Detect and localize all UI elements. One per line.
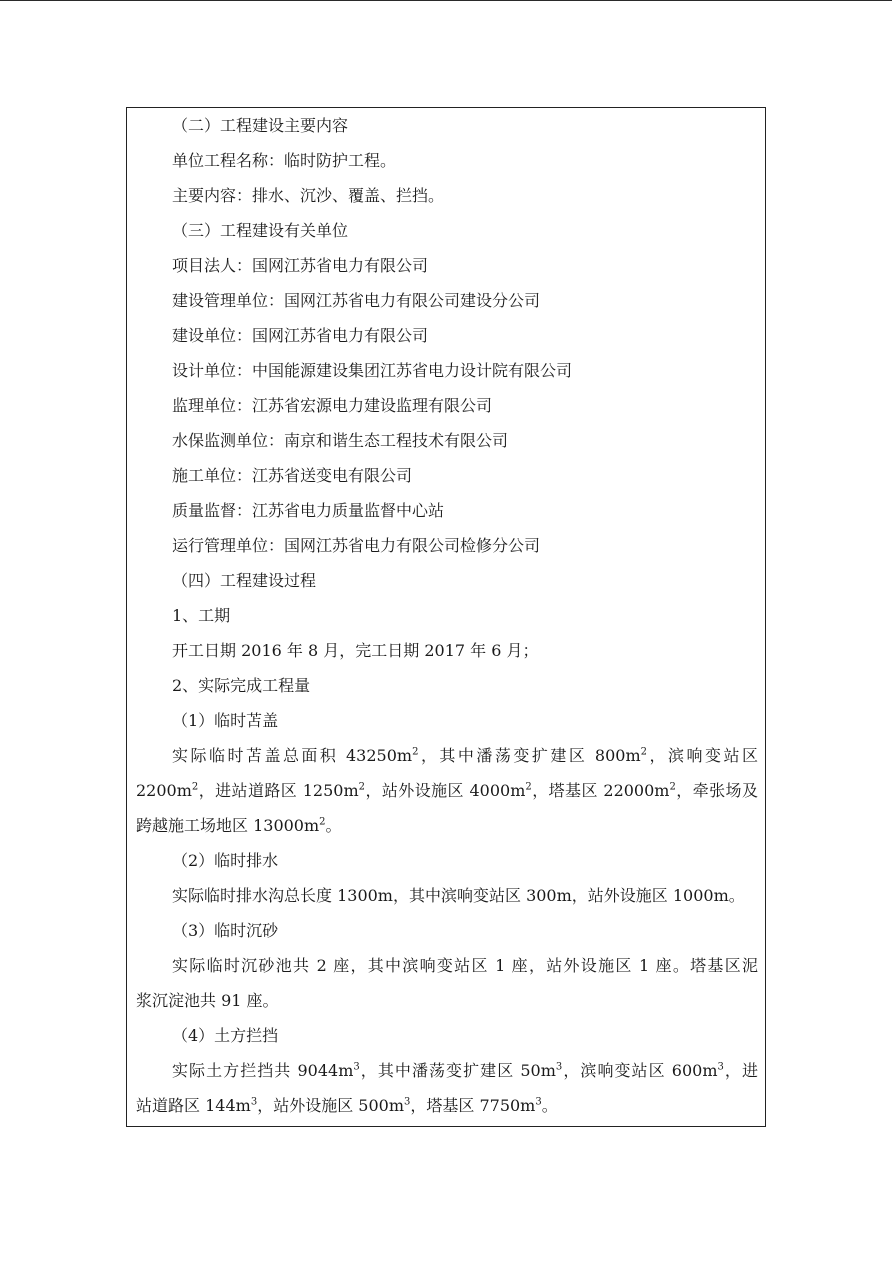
- section-heading-4: （四）工程建设过程: [172, 571, 317, 590]
- construction-management-unit: 建设管理单位：国网江苏省电力有限公司建设分公司: [172, 291, 541, 310]
- item-heading-retaining: （4）土方拦挡: [172, 1026, 279, 1045]
- covering-line-3: 跨越施工场地区 $13000m^2$。: [136, 816, 342, 835]
- covering-line-2: $2200m^2$，进站道路区 $1250m^2$，站外设施区 $4000m^2$，塔基区 $22000m^2$，牵张场及: [136, 781, 758, 800]
- item-heading-covering: （1）临时苫盖: [172, 711, 279, 730]
- construction-unit: 建设单位：国网江苏省电力有限公司: [172, 326, 429, 345]
- sedimentation-line-2: 浆沉淀池共 91 座。: [136, 991, 279, 1010]
- sedimentation-line-1: 实际临时沉砂池共 2 座，其中滨响变站区 1 座，站外设施区 1 座。塔基区泥: [172, 956, 758, 975]
- retaining-line-1: 实际土方拦挡共 $9044m^3$，其中潘荡变扩建区 $50m^3$，滨响变站区 $600m^3$，进: [172, 1061, 758, 1080]
- quality-supervision: 质量监督：江苏省电力质量监督中心站: [172, 501, 445, 520]
- supervision-unit: 监理单位：江苏省宏源电力建设监理有限公司: [172, 396, 493, 415]
- monitoring-unit: 水保监测单位：南京和谐生态工程技术有限公司: [172, 431, 509, 450]
- drainage-text: 实际临时排水沟总长度 1300m，其中滨响变站区 300m，站外设施区 1000m。: [172, 886, 745, 905]
- subheading-schedule: 1、工期: [172, 606, 231, 625]
- retaining-line-2: 站道路区 $144m^3$，站外设施区 $500m^3$，塔基区 $7750m^3$。: [136, 1096, 558, 1115]
- schedule-dates: 开工日期 2016 年 8 月，完工日期 2017 年 6 月；: [172, 641, 539, 660]
- page-top-border: [0, 0, 892, 1]
- design-unit: 设计单位：中国能源建设集团江苏省电力设计院有限公司: [172, 361, 573, 380]
- main-content: 主要内容：排水、沉沙、覆盖、拦挡。: [172, 186, 445, 205]
- operation-management-unit: 运行管理单位：国网江苏省电力有限公司检修分公司: [172, 536, 541, 555]
- item-heading-drainage: （2）临时排水: [172, 851, 279, 870]
- section-heading-2: （二）工程建设主要内容: [172, 116, 349, 135]
- unit-project-name: 单位工程名称：临时防护工程。: [172, 151, 397, 170]
- project-legal-person: 项目法人：国网江苏省电力有限公司: [172, 256, 429, 275]
- subheading-quantities: 2、实际完成工程量: [172, 676, 311, 695]
- contractor-unit: 施工单位：江苏省送变电有限公司: [172, 466, 413, 485]
- section-heading-3: （三）工程建设有关单位: [172, 221, 349, 240]
- item-heading-sedimentation: （3）临时沉砂: [172, 921, 279, 940]
- covering-line-1: 实际临时苫盖总面积 $43250m^2$，其中潘荡变扩建区 $800m^2$，滨响变站区: [172, 746, 758, 765]
